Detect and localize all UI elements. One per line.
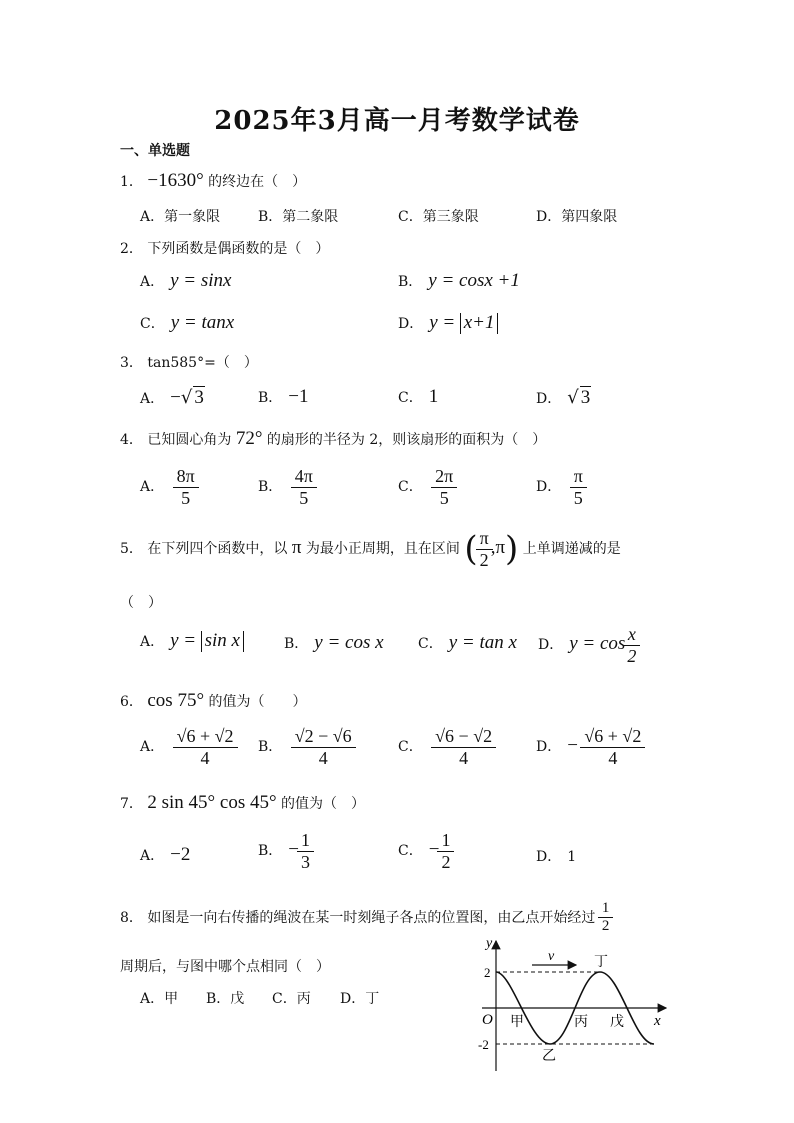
question-6 xyxy=(120,690,307,712)
fraction xyxy=(439,830,452,872)
numerator: √6 + √2 xyxy=(176,726,234,746)
option-b[interactable] xyxy=(258,830,312,872)
fraction xyxy=(175,466,197,508)
option-expression-lhs: y = xyxy=(170,630,197,651)
question-5-paren: （ ） xyxy=(120,595,162,611)
wave-figure xyxy=(468,935,698,1075)
option-b[interactable] xyxy=(258,386,309,408)
denominator: 4 xyxy=(431,747,496,769)
minus-sign: − xyxy=(567,735,578,757)
numerator: 4π xyxy=(294,466,313,486)
option-label: C． xyxy=(398,843,423,860)
option-label: C． xyxy=(418,636,443,652)
denominator: 5 xyxy=(431,487,457,509)
option-b[interactable] xyxy=(258,726,354,768)
option-label: C． xyxy=(140,316,165,332)
question-8 xyxy=(120,900,611,936)
option-expression: y = sinx xyxy=(170,270,232,291)
question-text: tan585°=（ ） xyxy=(147,355,258,371)
option-a[interactable] xyxy=(140,630,244,652)
option-d[interactable] xyxy=(536,386,591,409)
option-d[interactable] xyxy=(538,624,638,666)
y-tick-bottom: -2 xyxy=(478,1037,489,1052)
option-expression: −2 xyxy=(170,844,191,865)
radicand: 3 xyxy=(580,387,591,408)
option-b[interactable] xyxy=(398,270,520,292)
option-label: C． xyxy=(398,390,423,406)
option-label: D． xyxy=(538,637,564,654)
fraction xyxy=(299,830,312,872)
question-text: 为最小正周期，且在区间 xyxy=(305,541,460,558)
y-tick-top: 2 xyxy=(484,965,491,980)
x-axis-label: x xyxy=(654,1013,661,1029)
question-number: 4． xyxy=(120,432,143,448)
option-label: D． xyxy=(398,316,424,332)
question-number: 3． xyxy=(120,355,143,371)
option-c[interactable] xyxy=(398,830,452,872)
option-label: D． xyxy=(536,739,562,756)
option-c[interactable]: C．第三象限 xyxy=(398,209,479,225)
point-ding: 丁 xyxy=(594,954,608,970)
option-b[interactable] xyxy=(258,466,315,508)
numerator: √6 + √2 xyxy=(584,726,642,746)
minus-sign: − xyxy=(288,839,300,861)
option-a[interactable]: A．甲 xyxy=(140,991,179,1007)
numerator: 8π xyxy=(176,466,195,486)
denominator: 2 xyxy=(623,645,640,667)
option-label: B． xyxy=(284,636,309,652)
option-label: A． xyxy=(140,634,165,650)
radicand: 3 xyxy=(194,387,204,408)
option-d[interactable]: D．第四象限 xyxy=(536,209,618,225)
option-b[interactable]: B．第二象限 xyxy=(258,209,339,225)
option-a[interactable] xyxy=(140,466,197,508)
option-label: C． xyxy=(398,479,423,496)
denominator: 4 xyxy=(291,747,356,769)
question-3 xyxy=(120,352,258,372)
page-title: 2025年3月高一月考数学试卷 xyxy=(214,106,580,136)
numerator: √6 − √2 xyxy=(435,726,493,746)
fraction xyxy=(572,466,585,508)
option-label: A． xyxy=(140,848,165,864)
numerator: π xyxy=(573,466,583,486)
radical-icon: √ xyxy=(180,387,193,408)
question-2 xyxy=(120,238,329,258)
fraction xyxy=(293,726,354,768)
fraction xyxy=(175,726,236,768)
origin-label: O xyxy=(482,1012,493,1028)
option-label: A． xyxy=(140,739,165,756)
velocity-label: v xyxy=(548,949,555,964)
question-text: 的值为（ ） xyxy=(281,796,366,812)
denominator: 2 xyxy=(437,851,454,873)
numerator: 1 xyxy=(441,830,451,850)
question-text: 的终边在（ ） xyxy=(208,174,307,190)
radical-icon: √ xyxy=(567,387,579,408)
option-d[interactable] xyxy=(536,466,585,508)
fraction xyxy=(478,528,491,570)
denominator: 2 xyxy=(598,917,614,935)
angle-expression: 72° xyxy=(235,428,263,449)
fraction xyxy=(433,726,494,768)
option-label: D． xyxy=(536,849,562,865)
option-label: C． xyxy=(398,739,423,756)
fraction xyxy=(625,624,638,666)
option-expression: 1 xyxy=(428,386,439,407)
option-label: B． xyxy=(258,479,283,496)
absolute-value: x+1 xyxy=(460,313,499,334)
question-number: 7． xyxy=(120,796,143,812)
denominator: 4 xyxy=(173,747,238,769)
cos-expression: cos 75° xyxy=(147,690,205,711)
question-text: 下列函数是偶函数的是（ ） xyxy=(147,241,330,257)
question-number: 5． xyxy=(120,541,143,558)
option-label: B． xyxy=(398,274,423,290)
denominator: 4 xyxy=(580,747,645,769)
absolute-value: sin x xyxy=(201,631,244,652)
option-expression: −1 xyxy=(288,386,309,407)
point-wu: 戊 xyxy=(610,1014,624,1030)
denominator: 2 xyxy=(476,549,493,571)
option-c[interactable] xyxy=(398,386,438,408)
option-a[interactable] xyxy=(140,844,190,866)
question-7 xyxy=(120,792,365,814)
option-label: D． xyxy=(536,391,562,407)
option-expression-lhs: y = cos xyxy=(569,633,626,655)
option-d[interactable] xyxy=(398,312,498,334)
question-number: 1． xyxy=(120,174,143,190)
fraction xyxy=(600,900,612,936)
interval-end: ,π xyxy=(490,537,506,559)
denominator: 5 xyxy=(173,487,199,509)
point-yi: 乙 xyxy=(542,1048,556,1064)
option-d[interactable] xyxy=(536,846,576,866)
option-b[interactable]: B．戊 xyxy=(206,991,245,1007)
numerator: 1 xyxy=(301,830,311,850)
option-label: B． xyxy=(258,843,283,860)
question-8-continued: 周期后，与图中哪个点相同（ ） xyxy=(120,959,330,975)
denominator: 5 xyxy=(570,487,587,509)
option-label: B． xyxy=(258,390,283,406)
minus-sign: − xyxy=(428,839,440,861)
option-c[interactable] xyxy=(140,312,234,334)
question-text: 的扇形的半径为 2，则该扇形的面积为（ ） xyxy=(266,432,547,448)
question-1 xyxy=(120,170,306,192)
option-c[interactable] xyxy=(418,632,517,654)
question-number: 2． xyxy=(120,241,143,257)
option-label: B． xyxy=(258,739,283,756)
numerator: 2π xyxy=(435,466,454,486)
numerator: π xyxy=(479,528,489,548)
option-a[interactable]: A．第一象限 xyxy=(140,209,221,225)
option-expression: y = tanx xyxy=(170,312,235,333)
section-heading: 一、单选题 xyxy=(120,143,190,159)
right-paren-icon: ) xyxy=(505,529,519,570)
y-axis-label: y xyxy=(486,936,493,951)
option-b[interactable] xyxy=(284,632,384,654)
option-a[interactable] xyxy=(140,386,205,409)
option-expression-lhs: y = xyxy=(429,312,456,333)
option-expression: 1 xyxy=(567,849,577,865)
option-a[interactable] xyxy=(140,726,236,768)
option-expression: y = cosx +1 xyxy=(428,270,520,291)
denominator: 3 xyxy=(297,851,314,873)
option-d[interactable] xyxy=(536,726,643,768)
option-label: A． xyxy=(140,274,165,290)
question-number: 6． xyxy=(120,694,143,710)
question-text: 如图是一向右传播的绳波在某一时刻绳子各点的位置图，由乙点开始经过 xyxy=(147,909,596,926)
question-5 xyxy=(120,528,621,570)
fraction xyxy=(582,726,643,768)
numerator: √2 − √6 xyxy=(294,726,352,746)
question-text: 在下列四个函数中，以 xyxy=(147,541,288,558)
question-text: 已知圆心角为 xyxy=(147,432,232,448)
fraction xyxy=(433,466,455,508)
option-label: D． xyxy=(536,479,562,496)
option-label: A． xyxy=(140,479,165,496)
option-expression: y = tan x xyxy=(448,632,517,653)
option-c[interactable]: C．丙 xyxy=(272,991,311,1007)
left-paren-icon: ( xyxy=(464,529,478,570)
fraction xyxy=(293,466,315,508)
numerator: 1 xyxy=(601,900,610,916)
point-bing: 丙 xyxy=(574,1014,588,1030)
question-number: 8． xyxy=(120,909,143,926)
trig-expression: 2 sin 45° cos 45° xyxy=(147,792,277,813)
question-4 xyxy=(120,428,546,450)
angle-expression: −1630° xyxy=(147,170,204,191)
option-expression: y = cos x xyxy=(314,632,384,653)
point-jia: 甲 xyxy=(510,1014,524,1030)
option-c[interactable] xyxy=(398,466,455,508)
option-c[interactable] xyxy=(398,726,494,768)
numerator: x xyxy=(627,624,636,644)
option-label: A． xyxy=(140,391,165,407)
question-text: 的值为（ ） xyxy=(208,694,307,710)
question-text: 上单调递减的是 xyxy=(522,541,621,558)
denominator: 5 xyxy=(291,487,317,509)
minus-sign: − xyxy=(170,387,181,408)
pi-symbol: π xyxy=(291,537,302,559)
option-a[interactable] xyxy=(140,270,232,292)
option-d[interactable]: D．丁 xyxy=(340,991,380,1007)
